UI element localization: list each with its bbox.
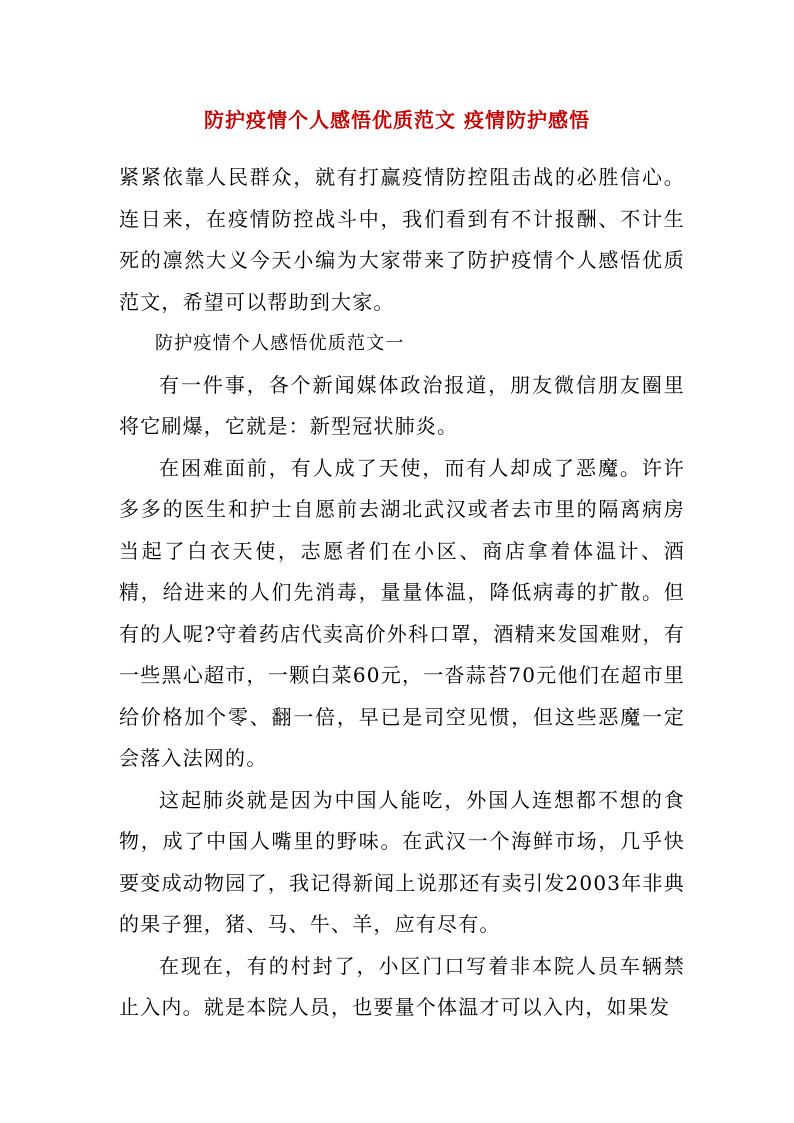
body-paragraph: 在现在，有的村封了，小区门口写着非本院人员车辆禁止入内。就是本院人员，也要量个体温才可以入内，如果发 [119, 953, 685, 1019]
section-heading: 防护疫情个人感悟优质范文一 [155, 333, 405, 354]
body-paragraph: 在困难面前，有人成了天使，而有人却成了恶魔。许许多多的医生和护士自愿前去湖北武汉或者去市里的隔离病房当起了白衣天使，志愿者们在小区、商店拿着体温计、酒精，给进来的人们先消毒，量量体温，降低病毒的扩散。但有的人呢?守着药店代卖高价外科口罩，酒精来发国难财，有一些黑心超市，一颗白菜60元，一沓蒜苔70元他们在超市里给价格加个零、翻一倍，早已是司空见惯，但这些恶魔一定会落入法网的。 [119, 455, 685, 770]
body-paragraph: 有一件事，各个新闻媒体政治报道，朋友微信朋友圈里将它刷爆，它就是：新型冠状肺炎。 [119, 372, 685, 438]
intro-paragraph: 紧紧依靠人民群众，就有打赢疫情防控阻击战的必胜信心。连日来，在疫情防控战斗中，我们看到有不计报酬、不计生死的凛然大义今天小编为大家带来了防护疫情个人感悟优质范文，希望可以帮助到大家。 [119, 165, 685, 314]
body-paragraph: 这起肺炎就是因为中国人能吃，外国人连想都不想的食物，成了中国人嘴里的野味。在武汉一个海鲜市场，几乎快要变成动物园了，我记得新闻上说那还有卖引发2003年非典的果子狸，猪、马、牛、羊，应有尽有。 [119, 787, 685, 936]
document-title: 防护疫情个人感悟优质范文 疫情防护感悟 [204, 108, 590, 132]
document-body [119, 157, 685, 1029]
